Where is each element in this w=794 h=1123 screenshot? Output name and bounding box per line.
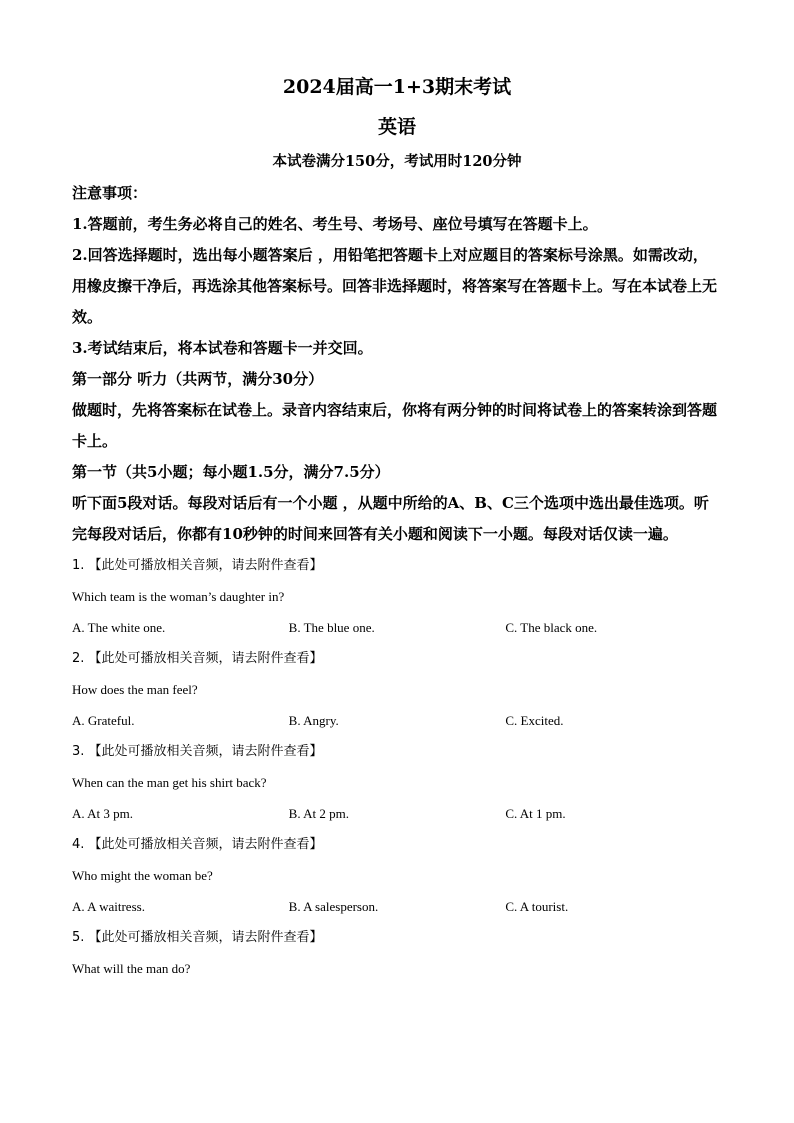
- note-item-2: 2.回答选择题时，选出每小题答案后 ，用铅笔把答题卡上对应题目的答案标号涂黑。如需改动，用橡皮擦干净后，再选涂其他答案标号。回答非选择题时，将答案写在答题卡上。写在本试卷上无效。: [72, 246, 718, 326]
- question-3: [72, 736, 722, 829]
- option-b: B. Angry.: [288, 713, 339, 728]
- option-b: B. A salesperson.: [288, 899, 379, 914]
- option-c: C. Excited.: [505, 713, 564, 728]
- option-a: A. Grateful.: [72, 713, 135, 728]
- question-audio-link[interactable]: 2. 【此处可播放相关音频，请去附件查看】: [72, 651, 323, 666]
- option-c: C. A tourist.: [505, 899, 569, 914]
- options-row: [72, 891, 722, 922]
- option-a: A. A waitress.: [72, 899, 145, 914]
- part1-heading: 第一部分 听力（共两节，满分30分）: [72, 370, 324, 388]
- section1-instruction: 听下面5段对话。每段对话后有一个小题 ，从题中所给的A、B、C三个选项中选出最佳选项。听完每段对话后，你都有10秒钟的时间来回答有关小题和阅读下一小题。每段对话仅读一遍。: [72, 494, 709, 543]
- option-b: B. At 2 pm.: [288, 806, 349, 821]
- exam-info: 本试卷满分150分，考试用时120分钟: [272, 153, 522, 170]
- question-1: [72, 550, 722, 643]
- option-a: A. The white one.: [72, 620, 166, 635]
- question-audio-link[interactable]: 3. 【此处可播放相关音频，请去附件查看】: [72, 744, 323, 759]
- question-4: [72, 829, 722, 922]
- question-2: [72, 643, 722, 736]
- notes-heading: 注意事项：: [72, 184, 148, 202]
- options-row: [72, 612, 722, 643]
- subject-title: 英语: [377, 116, 416, 138]
- part1-instruction: 做题时，先将答案标在试卷上。录音内容结束后，你将有两分钟的时间将试卷上的答案转涂到答题卡上。: [72, 401, 718, 450]
- exam-title: 2024届高一1+3期末考试: [282, 76, 512, 98]
- options-row: [72, 705, 722, 736]
- question-5: [72, 922, 722, 984]
- question-text: How does the man feel?: [72, 682, 198, 697]
- note-item-1: 1.答题前，考生务必将自己的姓名、考生号、考场号、座位号填写在答题卡上。: [72, 215, 598, 233]
- question-text: When can the man get his shirt back?: [72, 775, 267, 790]
- exam-body: [72, 178, 722, 984]
- option-c: C. At 1 pm.: [505, 806, 566, 821]
- section1-heading: 第一节（共5小题；每小题1.5分，满分7.5分）: [72, 463, 390, 481]
- option-b: B. The blue one.: [288, 620, 375, 635]
- question-audio-link[interactable]: 1. 【此处可播放相关音频，请去附件查看】: [72, 558, 323, 573]
- question-audio-link[interactable]: 4. 【此处可播放相关音频，请去附件查看】: [72, 837, 323, 852]
- question-audio-link[interactable]: 5. 【此处可播放相关音频，请去附件查看】: [72, 930, 323, 945]
- note-item-3: 3.考试结束后，将本试卷和答题卡一并交回。: [72, 339, 373, 357]
- question-text: What will the man do?: [72, 961, 191, 976]
- options-row: [72, 798, 722, 829]
- question-text: Which team is the woman’s daughter in?: [72, 589, 285, 604]
- option-a: A. At 3 pm.: [72, 806, 134, 821]
- question-text: Who might the woman be?: [72, 868, 213, 883]
- option-c: C. The black one.: [505, 620, 598, 635]
